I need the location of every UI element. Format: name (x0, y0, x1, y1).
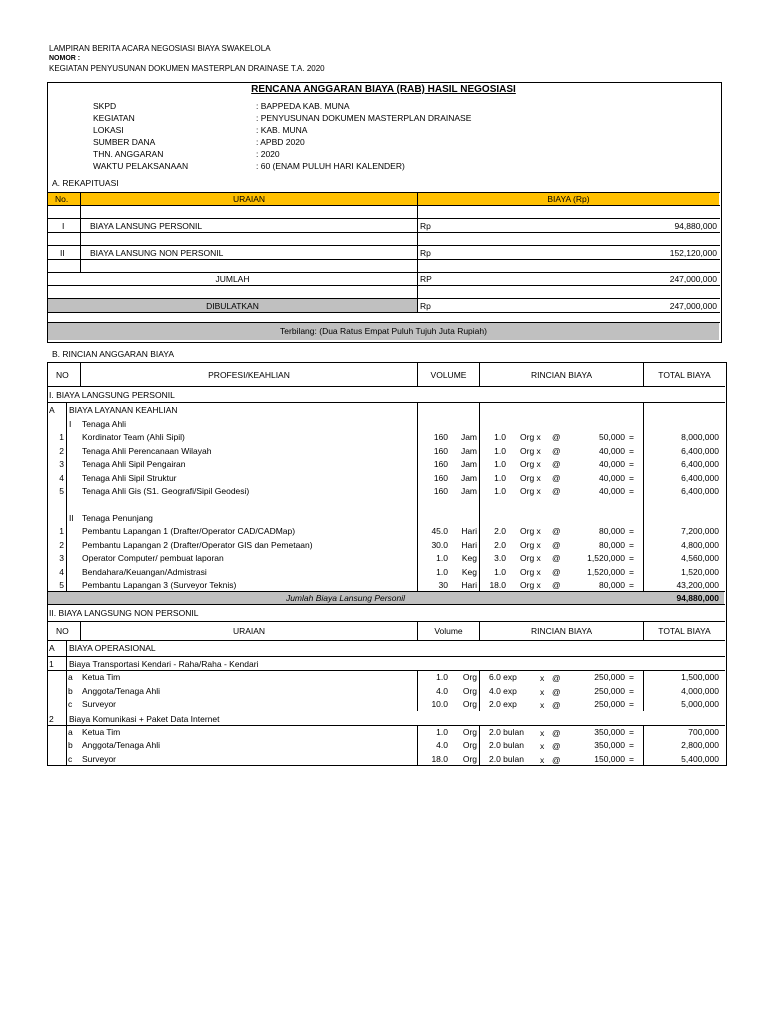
row-name: Kordinator Team (Ahli Sipil) (82, 432, 185, 442)
section-rincian-title: B. RINCIAN ANGGARAN BIAYA (52, 349, 175, 359)
row-eq: = (629, 580, 634, 591)
item-volume: 10.0 (431, 699, 448, 709)
rekap-col-uraian: URAIAN (232, 194, 266, 204)
item-unit: Org (462, 726, 477, 737)
row-price: 1,520,000 (587, 553, 625, 564)
row-volume: 45.0 (431, 526, 448, 536)
doc-header-line3: KEGIATAN PENYUSUNAN DOKUMEN MASTERPLAN DRAINASE T.A. 2020 (49, 64, 325, 73)
doc-header-nomor: NOMOR : (49, 55, 81, 62)
item-at: @ (552, 741, 561, 751)
info-value: : APBD 2020 (256, 137, 305, 147)
row-at: @ (552, 566, 561, 577)
item-x: x (540, 727, 545, 738)
rekap-col-biaya: BIAYA (Rp) (547, 194, 590, 204)
item-volume: 4.0 (436, 740, 448, 750)
row-no: 1 (59, 526, 64, 536)
item-unit: Org (462, 740, 477, 750)
row-price: 80,000 (599, 539, 625, 550)
item-at: @ (552, 700, 561, 710)
row-price: 40,000 (599, 486, 625, 497)
item-code: c (68, 753, 73, 764)
row-volume: 1.0 (436, 553, 448, 564)
nonpersonil-col-no: NO (56, 626, 69, 636)
row-qty: 3.0 (494, 553, 506, 564)
row-price: 40,000 (599, 445, 625, 456)
row-qty: 1.0 (494, 486, 506, 497)
row-org: Org x (520, 445, 541, 456)
row-at: @ (552, 580, 561, 591)
row-no: 5 (59, 580, 64, 591)
row-eq: = (629, 445, 634, 456)
row-at: @ (552, 539, 561, 550)
row-unit: Jam (460, 486, 477, 497)
rincian-col-no: NO (56, 370, 69, 380)
item-price: 250,000 (594, 672, 625, 682)
rincian-col-volume: VOLUME (430, 370, 467, 380)
row-no: 5 (59, 486, 64, 497)
info-value: : 2020 (256, 149, 280, 159)
row-org: Org x (520, 580, 541, 591)
row-total: 6,400,000 (681, 459, 719, 470)
row-no: 3 (59, 459, 64, 470)
personil-title: I. BIAYA LANGSUNG PERSONIL (49, 390, 175, 400)
item-price: 350,000 (594, 726, 625, 737)
row-volume: 160 (433, 459, 448, 470)
info-label: WAKTU PELAKSANAAN (93, 161, 189, 171)
item-at: @ (552, 754, 561, 765)
row-total: 6,400,000 (681, 472, 719, 483)
row-name: Tenaga Ahli Gis (S1. Geografi/Sipil Geodesi) (82, 486, 250, 497)
item-code: b (68, 740, 73, 750)
ahli-label: Tenaga Ahli (82, 419, 126, 429)
row-org: Org x (520, 526, 541, 536)
item-code: c (68, 699, 73, 709)
row-price: 40,000 (599, 472, 625, 483)
item-price: 250,000 (594, 699, 625, 709)
group-col-line (479, 725, 480, 766)
row-no: 2 (59, 539, 64, 550)
row-no: 4 (59, 566, 64, 577)
row-org: Org x (520, 553, 541, 564)
nonpersonil-title: II. BIAYA LANGSUNG NON PERSONIL (49, 608, 199, 618)
item-at: @ (552, 673, 561, 683)
item-name: Ketua Tim (82, 726, 121, 737)
rincian-col-profesi: PROFESI/KEAHLIAN (208, 370, 290, 380)
info-label: SUMBER DANA (93, 137, 156, 147)
rekap-row2-value: 152,120,000 (669, 248, 717, 258)
row-name: Bendahara/Keuangan/Admistrasi (82, 566, 207, 577)
row-org: Org x (520, 486, 541, 497)
row-total: 7,200,000 (681, 526, 719, 536)
row-qty: 2.0 (494, 526, 506, 536)
rincian-col-rincian: RINCIAN BIAYA (530, 370, 593, 380)
item-unit: Org (462, 699, 477, 709)
group-col-line (66, 711, 67, 725)
row-volume: 160 (433, 472, 448, 483)
row-unit: Hari (461, 580, 477, 591)
rekap-row1-no: I (62, 221, 65, 231)
row-eq: = (629, 553, 634, 564)
row-at: @ (552, 486, 561, 497)
item-eq: = (629, 726, 634, 737)
row-total: 8,000,000 (681, 432, 719, 442)
item-total: 5,400,000 (681, 753, 719, 764)
nonpersonil-col-uraian: URAIAN (232, 626, 266, 636)
nonpersonil-col-rincian: RINCIAN BIAYA (530, 626, 593, 636)
item-name: Anggota/Tenaga Ahli (82, 685, 160, 696)
row-qty: 18.0 (489, 580, 506, 591)
item-at: @ (552, 686, 561, 697)
item-qty: 2.0 exp (489, 699, 517, 709)
item-qty: 2.0 bulan (489, 726, 524, 737)
row-name: Pembantu Lapangan 1 (Drafter/Operator CAD/CADMap) (82, 526, 296, 536)
item-volume: 4.0 (436, 685, 448, 696)
group-label: Biaya Transportasi Kendari - Raha/Raha - Kendari (69, 659, 259, 669)
item-total: 4,000,000 (681, 685, 719, 696)
rekap-row2-rp: Rp (420, 248, 431, 258)
doc-header-line1: LAMPIRAN BERITA ACARA NEGOSIASI BIAYA SWAKELOLA (49, 44, 271, 53)
item-total: 700,000 (688, 726, 719, 737)
row-eq: = (629, 432, 634, 442)
item-qty: 6.0 exp (489, 672, 517, 682)
info-value: : BAPPEDA KAB. MUNA (256, 101, 350, 111)
jumlah-personil-value: 94,880,000 (676, 593, 719, 603)
rekap-row1-rp: Rp (420, 221, 431, 231)
item-unit: Org (462, 753, 477, 764)
row-qty: 1.0 (494, 432, 506, 442)
group-col-line (66, 725, 67, 766)
rekap-dibulatkan-label: DIBULATKAN (206, 301, 259, 311)
rekap-dibulatkan-value: 247,000,000 (669, 301, 717, 311)
penunjang-no: II (69, 513, 74, 523)
row-volume: 1.0 (436, 566, 448, 577)
row-volume: 30.0 (431, 539, 448, 550)
row-unit: Hari (461, 539, 477, 550)
group-col-line (66, 656, 67, 670)
item-eq: = (629, 699, 634, 709)
section-rekap-title: A. REKAPITUASI (52, 178, 119, 188)
group-no: 2 (49, 713, 54, 724)
rekap-row2-no: II (60, 248, 65, 258)
group-divider (47, 670, 725, 671)
row-unit: Keg (461, 566, 477, 577)
row-unit: Hari (461, 526, 477, 536)
item-eq: = (629, 740, 634, 750)
row-at: @ (552, 432, 561, 442)
group-col-line (417, 670, 418, 711)
item-eq: = (629, 672, 634, 682)
row-at: @ (552, 553, 561, 564)
item-eq: = (629, 753, 634, 764)
row-volume: 160 (433, 486, 448, 497)
row-name: Tenaga Ahli Sipil Pengairan (82, 459, 186, 470)
row-name: Pembantu Lapangan 2 (Drafter/Operator GIS dan Pemetaan) (82, 539, 313, 550)
rekap-row1-value: 94,880,000 (674, 221, 717, 231)
operasional-label: BIAYA OPERASIONAL (69, 643, 156, 653)
item-code: a (68, 726, 73, 737)
group-divider (47, 725, 725, 726)
row-unit: Keg (461, 553, 477, 564)
item-at: @ (552, 727, 561, 738)
row-eq: = (629, 539, 634, 550)
info-label: KEGIATAN (93, 113, 135, 123)
row-total: 4,560,000 (681, 553, 719, 564)
row-no: 3 (59, 553, 64, 564)
info-label: SKPD (93, 101, 117, 111)
rekap-jumlah-value: 247,000,000 (669, 274, 717, 284)
row-eq: = (629, 472, 634, 483)
item-x: x (540, 741, 545, 751)
item-qty: 2.0 bulan (489, 740, 524, 750)
item-volume: 18.0 (431, 753, 448, 764)
row-total: 43,200,000 (676, 580, 719, 591)
row-unit: Jam (460, 459, 477, 470)
row-price: 80,000 (599, 526, 625, 536)
row-qty: 1.0 (494, 566, 506, 577)
item-qty: 4.0 exp (489, 685, 517, 696)
rekap-terbilang: Terbilang: (Dua Ratus Empat Puluh Tujuh Juta Rupiah) (280, 326, 487, 336)
info-value: : PENYUSUNAN DOKUMEN MASTERPLAN DRAINASE (256, 113, 472, 123)
row-name: Pembantu Lapangan 3 (Surveyor Teknis) (82, 580, 237, 591)
group-col-line (479, 670, 480, 711)
row-total: 6,400,000 (681, 486, 719, 497)
item-price: 350,000 (594, 740, 625, 750)
info-value: : 60 (ENAM PULUH HARI KALENDER) (256, 161, 405, 171)
nonpersonil-col-volume: Volume (434, 626, 463, 636)
row-price: 80,000 (599, 580, 625, 591)
item-name: Surveyor (82, 699, 117, 709)
row-unit: Jam (460, 445, 477, 456)
item-unit: Org (462, 685, 477, 696)
rekap-row1-label: BIAYA LANSUNG PERSONIL (90, 221, 203, 231)
item-qty: 2.0 bulan (489, 753, 524, 764)
row-volume: 160 (433, 432, 448, 442)
item-code: b (68, 685, 73, 696)
row-name: Tenaga Ahli Sipil Struktur (82, 472, 177, 483)
rincian-col-total: TOTAL BIAYA (658, 370, 711, 380)
item-total: 1,500,000 (681, 672, 719, 682)
row-total: 4,800,000 (681, 539, 719, 550)
group-label: Biaya Komunikasi + Paket Data Internet (69, 713, 220, 724)
row-no: 2 (59, 445, 64, 456)
item-name: Ketua Tim (82, 672, 121, 682)
item-total: 5,000,000 (681, 699, 719, 709)
group-col-line (66, 670, 67, 711)
item-eq: = (629, 685, 634, 696)
row-at: @ (552, 459, 561, 470)
row-at: @ (552, 472, 561, 483)
row-org: Org x (520, 472, 541, 483)
row-qty: 1.0 (494, 472, 506, 483)
item-x: x (540, 686, 545, 697)
row-total: 6,400,000 (681, 445, 719, 456)
row-unit: Jam (460, 472, 477, 483)
row-name: Operator Computer/ pembuat laporan (82, 553, 224, 564)
row-price: 1,520,000 (587, 566, 625, 577)
ahli-no: I (69, 419, 72, 429)
item-unit: Org (462, 672, 477, 682)
info-label: LOKASI (93, 125, 124, 135)
rekap-jumlah-label: JUMLAH (215, 274, 250, 284)
row-volume: 30 (438, 580, 448, 591)
row-org: Org x (520, 432, 541, 442)
row-org: Org x (520, 539, 541, 550)
item-x: x (540, 754, 545, 765)
group-no: 1 (49, 659, 54, 669)
row-eq: = (629, 526, 634, 536)
row-org: Org x (520, 459, 541, 470)
row-name: Tenaga Ahli Perencanaan Wilayah (82, 445, 212, 456)
rekap-col-no: No. (55, 194, 69, 204)
jumlah-personil-label: Jumlah Biaya Lansung Personil (285, 593, 406, 603)
row-at: @ (552, 526, 561, 536)
row-qty: 1.0 (494, 445, 506, 456)
row-eq: = (629, 486, 634, 497)
item-volume: 1.0 (436, 726, 448, 737)
row-org: Org x (520, 566, 541, 577)
item-name: Anggota/Tenaga Ahli (82, 740, 160, 750)
item-volume: 1.0 (436, 672, 448, 682)
row-price: 40,000 (599, 459, 625, 470)
rincian-frame (47, 362, 727, 766)
item-total: 2,800,000 (681, 740, 719, 750)
row-qty: 1.0 (494, 459, 506, 470)
row-eq: = (629, 459, 634, 470)
row-eq: = (629, 566, 634, 577)
layanan-no: A (49, 405, 55, 415)
item-x: x (540, 673, 545, 683)
rekap-row2-label: BIAYA LANSUNG NON PERSONIL (90, 248, 224, 258)
page-title: RENCANA ANGGARAN BIAYA (RAB) HASIL NEGOSIASI (251, 84, 516, 95)
item-x: x (540, 700, 545, 710)
row-volume: 160 (433, 445, 448, 456)
group-col-line (417, 725, 418, 766)
item-price: 150,000 (594, 753, 625, 764)
operasional-no: A (49, 643, 55, 653)
row-unit: Jam (460, 432, 477, 442)
row-price: 50,000 (599, 432, 625, 442)
item-name: Surveyor (82, 753, 117, 764)
rekap-dibulatkan-rp: Rp (420, 301, 431, 311)
item-price: 250,000 (594, 685, 625, 696)
row-at: @ (552, 445, 561, 456)
info-value: : KAB. MUNA (256, 125, 308, 135)
penunjang-label: Tenaga Penunjang (82, 513, 153, 523)
row-qty: 2.0 (494, 539, 506, 550)
info-label: THN. ANGGARAN (93, 149, 164, 159)
nonpersonil-col-total: TOTAL BIAYA (658, 626, 711, 636)
row-no: 4 (59, 472, 64, 483)
layanan-label: BIAYA LAYANAN KEAHLIAN (69, 405, 178, 415)
rekap-jumlah-rp: RP (420, 274, 432, 284)
row-total: 1,520,000 (681, 566, 719, 577)
row-no: 1 (59, 432, 64, 442)
item-code: a (68, 672, 73, 682)
